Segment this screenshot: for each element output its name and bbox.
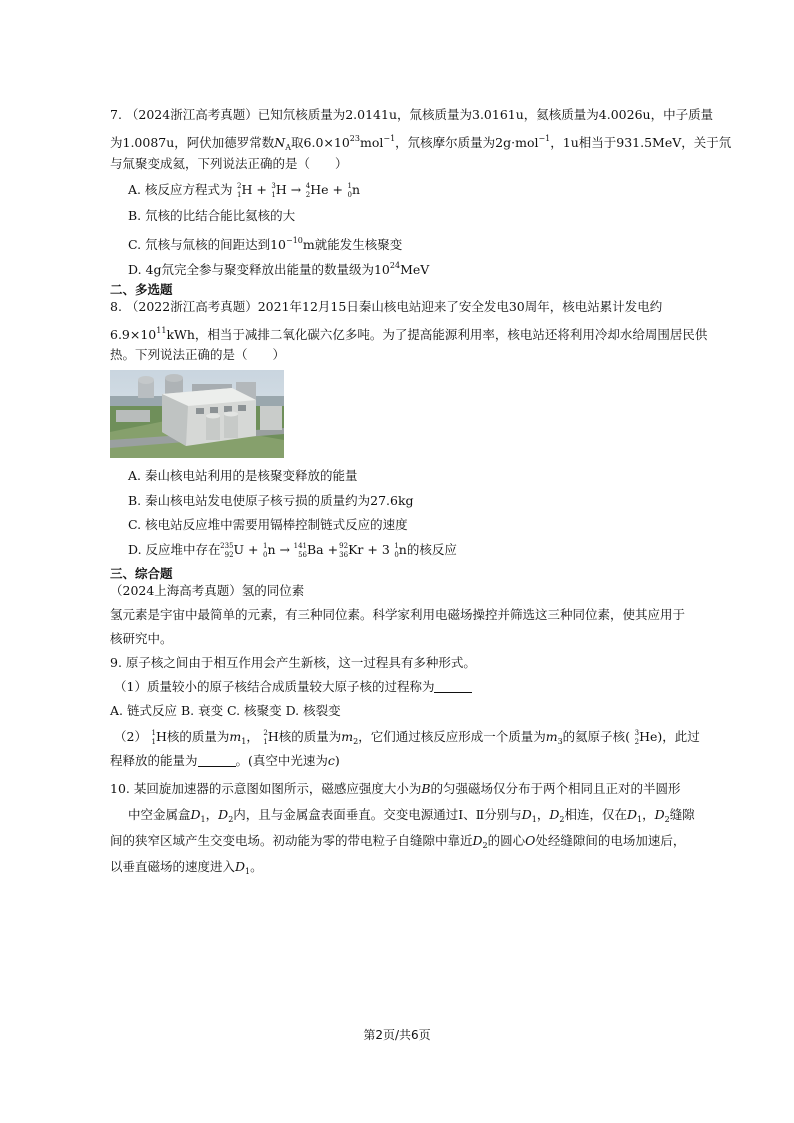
section-heading-multiple-choice: 二、多选题 [110,282,173,297]
q8-option-d[interactable]: D. 反应堆中存在 235 92 U + 1 0 n → 141 56 Ba + 92 36 Kr + 3 1 0 n的核反应 [128,542,457,559]
q8-line-2: $6.9\times 10^{11}kWh$，相当于减排二氧化碳六亿多吨。为了提高能源利用率，核电站还将利用冷却水给周围居民供 [110,326,708,342]
q9-part-2-line-2: 程释放的能量为 。(真空中光速为c) [110,753,340,768]
q8-line-1: 8. （2022浙江高考真题）2021年12月15日秦山核电站迎来了安全发电30周年，核电站累计发电约 [110,299,663,314]
q7-option-b[interactable]: B. 氘核的比结合能比氦核的大 [128,208,296,223]
q9-part-1: （1）质量较小的原子核结合成质量较大原子核的过程称为 [114,678,472,696]
answer-blank[interactable] [434,680,472,693]
q8-option-a[interactable]: A. 秦山核电站利用的是核聚变释放的能量 [128,468,358,483]
answer-blank[interactable] [198,754,236,767]
q7-line-2: 为1.0087u，阿伏加德罗常数$N_A$取$6.0\times 10^{23}mol^{-1}$，氘核摩尔质量为2g·mol$^{-1}$，1u相当于931.5MeV，关于氘 [110,134,732,152]
nuclear-plant-photo [110,370,284,458]
q9-line-1: 9. 原子核之间由于相互作用会产生新核，这一过程具有多种形式。 [110,655,476,670]
q7-option-d[interactable]: D. 4g氘完全参与聚变释放出能量的数量级为$10^{24}MeV$ [128,261,430,277]
q9-part-1-choices: A. 链式反应 B. 衰变 C. 核聚变 D. 核裂变 [110,703,341,718]
q8-option-c[interactable]: C. 核电站反应堆中需要用镉棒控制链式反应的速度 [128,517,408,532]
q7-option-a[interactable]: A. 核反应方程式为 2 1 H + 3 1 H → 4 2 He + 1 0 n [128,182,361,199]
q10-line-4: 以垂直磁场的速度进入$D_1$。 [110,859,263,876]
q9-part-2: （2） 1 1 H核的质量为$m_1$， 2 1 H核的质量为$m_2$，它们通过核反应形成一个质量为$m_3$的氦原子核( 3 2 He)，此过 [114,729,700,746]
intro-line-3: 核研究中。 [110,631,173,646]
q10-line-2: 中空金属盒$D_1$，$D_2$内，且与金属盒表面垂直。交变电源通过Ⅰ、Ⅱ分别与$D_1$，$D_2$相连，仅在$D_1$，$D_2$缝隙 [128,807,695,824]
q7-line-1: 7. （2024浙江高考真题）已知氘核质量为2.0141u，氚核质量为3.0161u，氦核质量为4.0026u，中子质量 [110,107,714,122]
q7-option-c[interactable]: C. 氘核与氚核的间距达到$10^{-10}m$就能发生核聚变 [128,236,403,252]
q10-line-3: 间的狭窄区域产生交变电场。初动能为零的带电粒子自缝隙中靠近$D_2$的圆心O处经缝隙间的电场加速后， [110,833,686,850]
page-number-footer: 第2页/共6页 [363,1028,431,1042]
intro-line-2: 氢元素是宇宙中最简单的元素，有三种同位素。科学家利用电磁场操控并筛选这三种同位素，使其应用于 [110,607,686,622]
q7-line-3: 与氚聚变成氦，下列说法正确的是（ ） [110,156,348,171]
q8-option-b[interactable]: B. 秦山核电站发电使原子核亏损的质量约为27.6kg [128,493,414,508]
q10-line-1: 10. 某回旋加速器的示意图如图所示，磁感应强度大小为B的匀强磁场仅分布于两个相同且正对的半圆形 [110,781,681,796]
intro-line-1: （2024上海高考真题）氢的同位素 [110,583,305,598]
q8-line-3: 热。下列说法正确的是（ ） [110,347,286,362]
section-heading-comprehensive: 三、综合题 [110,566,173,581]
